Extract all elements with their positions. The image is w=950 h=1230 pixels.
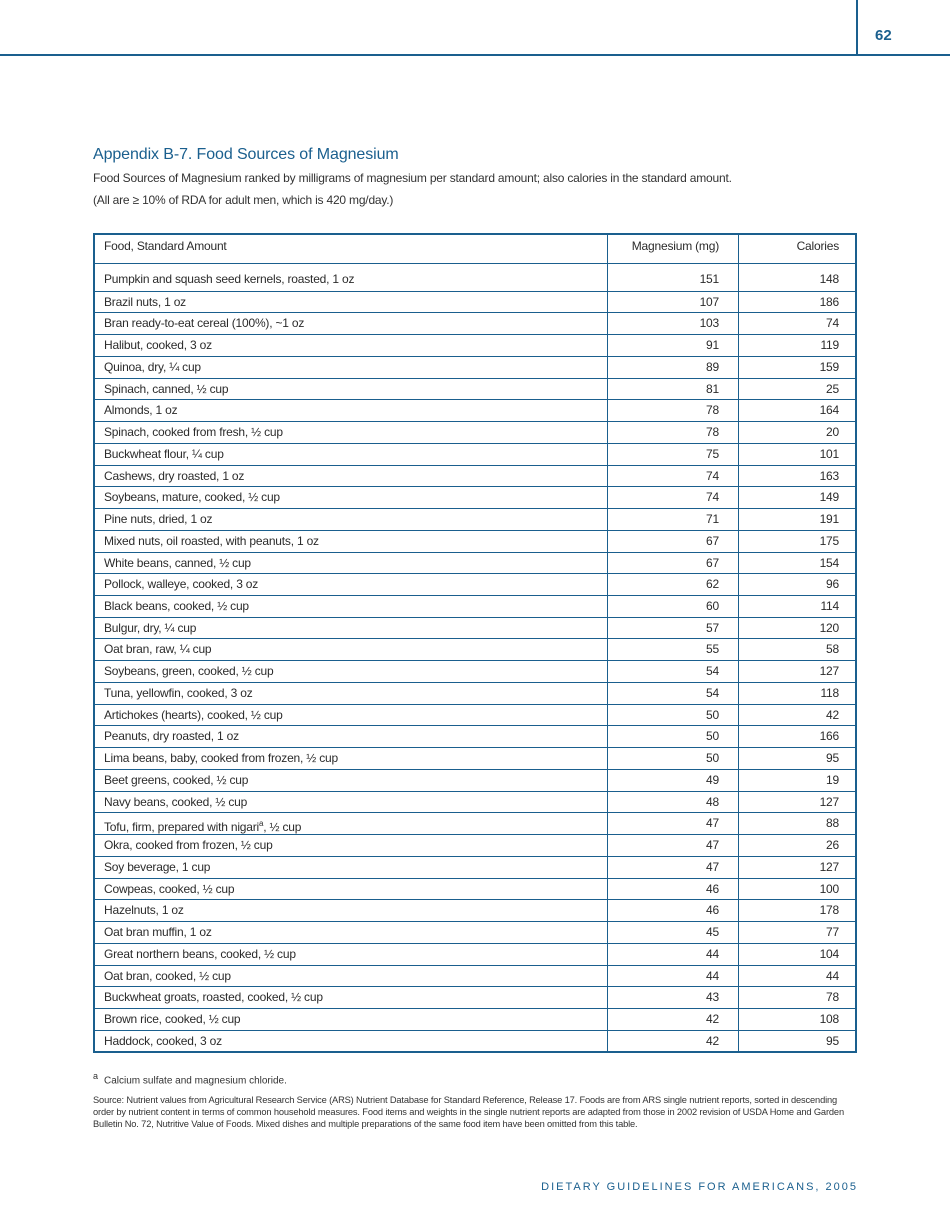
table-row: [95, 921, 855, 943]
food-cell: [95, 553, 608, 574]
food-cell: [95, 1009, 608, 1030]
magnesium-cell: 67: [608, 553, 739, 574]
calories-cell: 95: [826, 751, 839, 766]
food-cell: [95, 509, 608, 530]
calories-cell: 191: [819, 512, 839, 527]
table-row: [95, 443, 855, 465]
calories-cell: 95: [826, 1033, 839, 1048]
food-cell: [95, 466, 608, 487]
table-notes: [93, 1071, 853, 1130]
footnote-marker: a: [93, 1071, 99, 1081]
food-name: Buckwheat groats, roasted, cooked, ½ cup: [104, 990, 323, 1005]
food-name: Black beans, cooked, ½ cup: [104, 599, 249, 614]
food-name: Lima beans, baby, cooked from frozen, ½ cup: [104, 751, 338, 766]
header-rule: [0, 54, 950, 56]
food-cell: [95, 379, 608, 400]
magnesium-cell: 81: [608, 379, 739, 400]
food-name: Soy beverage, 1 cup: [104, 859, 211, 874]
food-cell: [95, 400, 608, 421]
food-name: Great northern beans, cooked, ½ cup: [104, 946, 296, 961]
food-name: Tofu, firm, prepared with nigari: [104, 820, 260, 835]
table-row: [95, 986, 855, 1008]
food-cell: [95, 269, 608, 291]
table-row: [95, 334, 855, 356]
calories-cell: 77: [826, 925, 839, 940]
table-row: [95, 704, 855, 726]
table-row: [95, 269, 855, 291]
magnesium-cell: 44: [608, 966, 739, 987]
column-header-magnesium: Magnesium (mg): [608, 235, 739, 263]
magnesium-cell: 74: [608, 466, 739, 487]
food-cell: [95, 987, 608, 1008]
table-row: [95, 595, 855, 617]
table-row: [95, 617, 855, 639]
footnote-text: Calcium sulfate and magnesium chloride.: [104, 1075, 287, 1087]
table-row: [95, 899, 855, 921]
food-name: Spinach, canned, ½ cup: [104, 381, 229, 396]
food-name: Okra, cooked from frozen, ½ cup: [104, 838, 273, 853]
page-number-tab: [856, 0, 950, 55]
calories-cell: 163: [819, 468, 839, 483]
magnesium-cell: 78: [608, 400, 739, 421]
food-cell: [95, 357, 608, 378]
table-row: [95, 943, 855, 965]
food-name: Artichokes (hearts), cooked, ½ cup: [104, 707, 283, 722]
food-name: Soybeans, green, cooked, ½ cup: [104, 664, 274, 679]
food-name: Brown rice, cooked, ½ cup: [104, 1011, 241, 1026]
table-row: [95, 965, 855, 987]
food-cell: [95, 857, 608, 878]
page-number: 62: [875, 27, 892, 44]
food-name: Peanuts, dry roasted, 1 oz: [104, 729, 239, 744]
magnesium-cell: 46: [608, 900, 739, 921]
magnesium-cell: 47: [608, 857, 739, 878]
calories-cell: 101: [819, 446, 839, 461]
calories-cell: 44: [826, 968, 839, 983]
calories-cell: 118: [820, 685, 839, 700]
table-row: [95, 747, 855, 769]
food-name: Almonds, 1 oz: [104, 403, 178, 418]
table-row: [95, 486, 855, 508]
food-cell: [95, 661, 608, 682]
table-row: [95, 378, 855, 400]
table-row: [95, 291, 855, 313]
source-note: Source: Nutrient values from Agricultural Research Service (ARS) Nutrient Database for Standard Reference, Release 17. Foods are from ARS single nutrient reports, sorted in descending order by nutrient content in terms of common household measures. Food items and weights in the single nutrient reports are adapted from those in 2002 revision of USDA Home and Garden Bulletin No. 72, Nutritive Value of Foods. Mixed dishes and multiple preparations of the same food item have been omitted from this table.: [93, 1095, 844, 1130]
food-cell: [95, 1031, 608, 1052]
table-row: [95, 812, 855, 834]
food-cell: [95, 835, 608, 856]
calories-cell: 186: [819, 294, 839, 309]
table-row: [95, 312, 855, 334]
calories-cell: 108: [819, 1011, 839, 1026]
food-name: Pine nuts, dried, 1 oz: [104, 512, 213, 527]
food-name: Navy beans, cooked, ½ cup: [104, 794, 248, 809]
magnesium-cell: 50: [608, 705, 739, 726]
magnesium-cell: 44: [608, 944, 739, 965]
calories-cell: 96: [826, 577, 839, 592]
food-name: Quinoa, dry, ¼ cup: [104, 359, 201, 374]
table-row: [95, 465, 855, 487]
page-title: Appendix B-7. Food Sources of Magnesium: [93, 146, 399, 163]
food-name: Soybeans, mature, cooked, ½ cup: [104, 490, 280, 505]
magnesium-cell: 91: [608, 335, 739, 356]
table-row: [95, 1008, 855, 1030]
food-name: Pollock, walleye, cooked, 3 oz: [104, 577, 259, 592]
table-row: [95, 573, 855, 595]
food-cell: [95, 292, 608, 313]
magnesium-cell: 71: [608, 509, 739, 530]
food-name: Halibut, cooked, 3 oz: [104, 338, 212, 353]
calories-cell: 166: [819, 729, 839, 744]
calories-cell: 154: [819, 555, 839, 570]
table-header: [95, 235, 855, 264]
magnesium-cell: 47: [608, 835, 739, 856]
table-row: [95, 682, 855, 704]
food-cell: [95, 944, 608, 965]
magnesium-cell: 54: [608, 661, 739, 682]
calories-cell: 104: [819, 946, 839, 961]
calories-cell: 25: [826, 381, 839, 396]
calories-cell: 74: [826, 316, 839, 331]
column-header-food: Food, Standard Amount: [95, 235, 608, 263]
calories-cell: 149: [819, 490, 839, 505]
food-cell: [95, 444, 608, 465]
table-row: [95, 834, 855, 856]
table-row: [95, 791, 855, 813]
calories-cell: 178: [819, 903, 839, 918]
food-cell: [95, 683, 608, 704]
food-cell: [95, 574, 608, 595]
food-cell: [95, 618, 608, 639]
food-cell: [95, 922, 608, 943]
food-cell: [95, 422, 608, 443]
magnesium-cell: 75: [608, 444, 739, 465]
magnesium-cell: 89: [608, 357, 739, 378]
column-header-calories: Calories: [796, 239, 839, 253]
food-name: Hazelnuts, 1 oz: [104, 903, 184, 918]
food-name: White beans, canned, ½ cup: [104, 555, 251, 570]
food-cell: [95, 705, 608, 726]
footnote: [93, 1071, 853, 1086]
calories-cell: 120: [819, 620, 839, 635]
food-cell: [95, 639, 608, 660]
food-name: Oat bran muffin, 1 oz: [104, 925, 212, 940]
table-row: [95, 1030, 855, 1052]
food-cell: [95, 748, 608, 769]
calories-cell: 148: [819, 272, 839, 286]
food-name: Cowpeas, cooked, ½ cup: [104, 881, 235, 896]
magnesium-cell: 42: [608, 1009, 739, 1030]
food-name: Bran ready-to-eat cereal (100%), ~1 oz: [104, 316, 305, 331]
food-name: Oat bran, raw, ¼ cup: [104, 642, 212, 657]
table-row: [95, 856, 855, 878]
food-cell: [95, 335, 608, 356]
food-cell: [95, 531, 608, 552]
magnesium-cell: 47: [608, 813, 739, 834]
food-cell: [95, 770, 608, 791]
calories-cell: 175: [819, 533, 839, 548]
food-name: Cashews, dry roasted, 1 oz: [104, 468, 245, 483]
food-name: Buckwheat flour, ¼ cup: [104, 446, 224, 461]
food-name: Haddock, cooked, 3 oz: [104, 1033, 222, 1048]
magnesium-cell: 50: [608, 726, 739, 747]
table-description: Food Sources of Magnesium ranked by milligrams of magnesium per standard amount; also calories in the standard amount.: [93, 171, 732, 185]
magnesium-cell: 60: [608, 596, 739, 617]
magnesium-cell: 46: [608, 879, 739, 900]
magnesium-table: [93, 233, 857, 1053]
food-name: Pumpkin and squash seed kernels, roasted, 1 oz: [104, 272, 355, 286]
calories-cell: 88: [826, 816, 839, 831]
food-name: Tuna, yellowfin, cooked, 3 oz: [104, 685, 253, 700]
magnesium-cell: 78: [608, 422, 739, 443]
table-row: [95, 552, 855, 574]
food-cell: [95, 813, 608, 834]
calories-cell: 26: [826, 838, 839, 853]
table-row: [95, 356, 855, 378]
food-cell: [95, 313, 608, 334]
magnesium-cell: 42: [608, 1031, 739, 1052]
magnesium-cell: 54: [608, 683, 739, 704]
calories-cell: 159: [819, 359, 839, 374]
footer-title: DIETARY GUIDELINES FOR AMERICANS, 2005: [541, 1181, 858, 1193]
food-name: Brazil nuts, 1 oz: [104, 294, 186, 309]
magnesium-cell: 74: [608, 487, 739, 508]
food-cell: [95, 596, 608, 617]
magnesium-cell: 57: [608, 618, 739, 639]
food-cell: [95, 900, 608, 921]
calories-cell: 20: [826, 425, 839, 440]
calories-cell: 114: [820, 599, 839, 614]
food-cell: [95, 792, 608, 813]
magnesium-cell: 55: [608, 639, 739, 660]
table-row: [95, 769, 855, 791]
food-name: Bulgur, dry, ¼ cup: [104, 620, 197, 635]
magnesium-cell: 48: [608, 792, 739, 813]
table-row: [95, 638, 855, 660]
calories-cell: 127: [819, 664, 839, 679]
table-row: [95, 508, 855, 530]
magnesium-cell: 43: [608, 987, 739, 1008]
food-cell: [95, 726, 608, 747]
table-row: [95, 660, 855, 682]
footnote-reference: a: [259, 819, 264, 829]
table-row: [95, 725, 855, 747]
food-cell: [95, 487, 608, 508]
calories-cell: 78: [826, 990, 839, 1005]
calories-cell: 164: [819, 403, 839, 418]
food-name-suffix: , ½ cup: [263, 820, 302, 835]
calories-cell: 58: [826, 642, 839, 657]
magnesium-cell: 107: [608, 292, 739, 313]
magnesium-cell: 103: [608, 313, 739, 334]
calories-cell: 127: [819, 794, 839, 809]
food-name: Oat bran, cooked, ½ cup: [104, 968, 231, 983]
table-row: [95, 399, 855, 421]
calories-cell: 119: [820, 338, 839, 353]
magnesium-cell: 62: [608, 574, 739, 595]
food-name: Spinach, cooked from fresh, ½ cup: [104, 425, 283, 440]
table-row: [95, 878, 855, 900]
table-row: [95, 530, 855, 552]
food-cell: [95, 879, 608, 900]
calories-cell: 100: [819, 881, 839, 896]
magnesium-cell: 49: [608, 770, 739, 791]
magnesium-cell: 45: [608, 922, 739, 943]
table-body: [95, 269, 855, 1051]
calories-cell: 42: [826, 707, 839, 722]
magnesium-cell: 151: [608, 269, 739, 291]
calories-cell: 127: [819, 859, 839, 874]
table-row: [95, 421, 855, 443]
magnesium-cell: 50: [608, 748, 739, 769]
calories-cell: 19: [826, 772, 839, 787]
food-cell: [95, 966, 608, 987]
food-name: Mixed nuts, oil roasted, with peanuts, 1 oz: [104, 533, 319, 548]
magnesium-cell: 67: [608, 531, 739, 552]
table-description-note: (All are ≥ 10% of RDA for adult men, which is 420 mg/day.): [93, 193, 394, 207]
food-name: Beet greens, cooked, ½ cup: [104, 772, 249, 787]
